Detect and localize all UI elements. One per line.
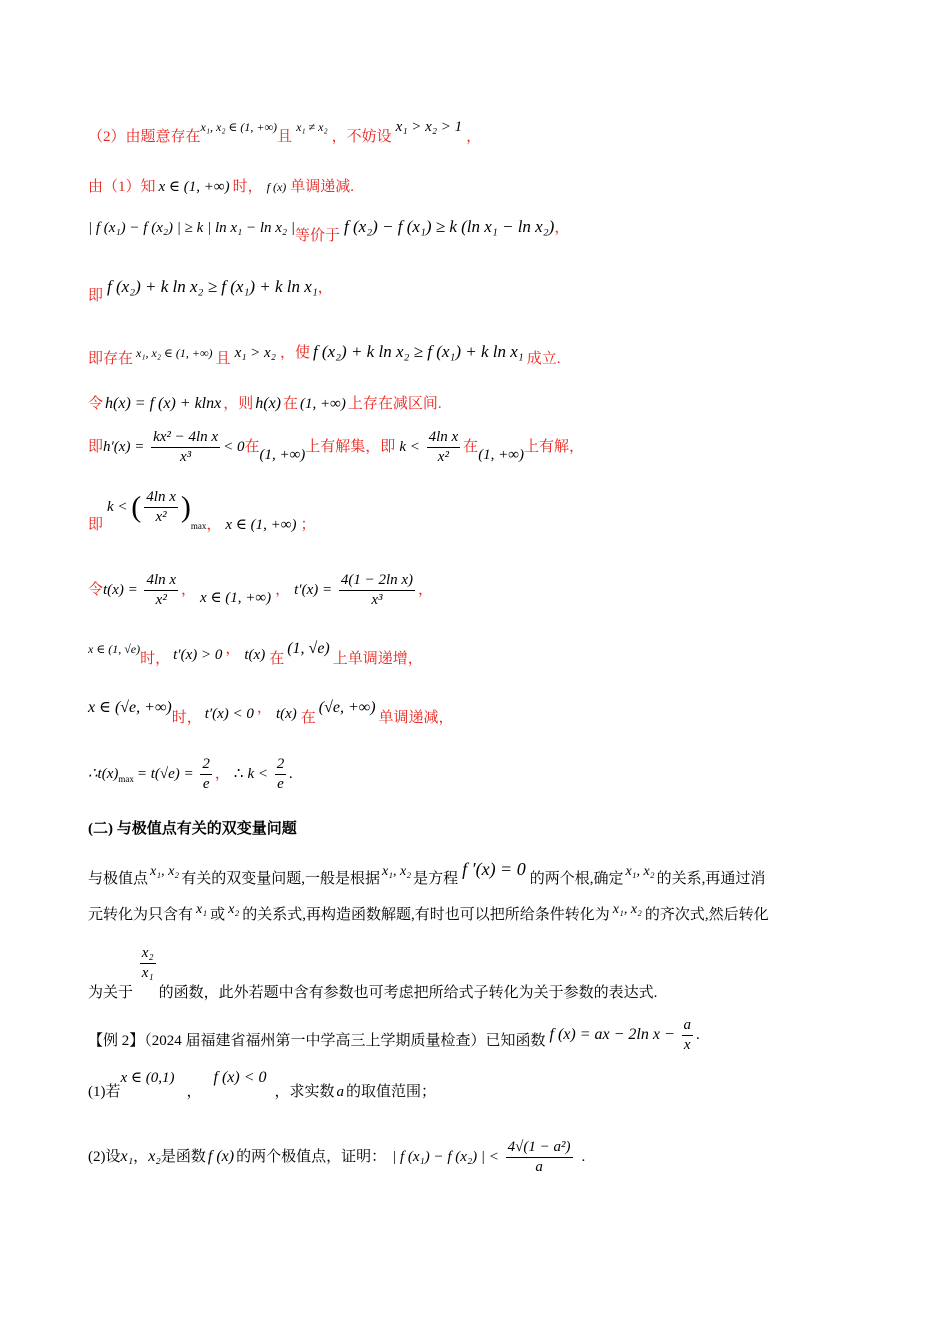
fraction: $\frac{\text{4√(1 − a²)}}{a}$ bbox=[507, 1139, 571, 1175]
fraction: $\frac{\text{kx² − 4ln x}}{\text{x³}}$ bbox=[153, 429, 219, 465]
solution-line-11: x ∈ (√e, +∞)时， t′(x) < 0 ， t(x) 在(√e, +∞)单调递减， bbox=[88, 699, 454, 726]
section-heading: (二) 与极值点有关的双变量问题 bbox=[88, 821, 297, 837]
solution-line-1: （2）由题意存在$^{x_1, x_2 \in (1, +\infty)}$且$^{x_1 \ne x_2}$，不妨设x₁ > x₂ > 1， bbox=[88, 119, 482, 145]
example-heading: 【例 2】（2024 届福建省福州第一中学高三上学期质量检查）已知函数 f (x) = ax − 2ln x − $\frac{a}{x}$ . bbox=[88, 1017, 700, 1053]
solution-line-9: 令t(x) = $\frac{\text{4ln x}}{\text{x²}}$ ， x ∈ (1, +∞) ， t′(x) = $\frac{\text{4(1 − 2ln x)}}{\text{x³}}$ ， bbox=[88, 572, 434, 608]
fraction: $\frac{a}{x}$ bbox=[683, 1017, 692, 1053]
solution-line-4: 即 f (x₂) + k ln x₂ ≥ f (x₁) + k ln x₁， bbox=[88, 277, 333, 304]
question-1: (1)若x ∈ (0,1)，f (x) < 0，求实数 a 的取值范围； bbox=[88, 1069, 437, 1100]
fraction: $\frac{\text{x₂}}{\text{x₁}}$ bbox=[141, 945, 154, 981]
solution-line-2: 由（1）知 x ∈ (1, +∞) 时， f (x) 单调递减. bbox=[88, 179, 355, 195]
fraction: $\frac{\text{4ln x}}{\text{x²}}$ bbox=[146, 572, 177, 608]
fraction: $\frac{\text{4ln x}}{\text{x²}}$ bbox=[146, 489, 176, 525]
solution-line-12: $\therefore t(x)_{max} = t(√e)$ = $\frac{2}{e}$ ， ∴ k < $\frac{2}{e}$ . bbox=[88, 756, 293, 792]
question-2: (2)设x₁，x₂是函数 f (x) 的两个极值点，证明： | f (x₁) − f (x₂) | < $\frac{\text{4√(1 − a²)}}{a}$ . bbox=[88, 1139, 586, 1175]
solution-line-3: | f (x₁) − f (x₂) | ≥ k | ln x₁ − ln x₂ |等价于 f (x₂) − f (x₁) ≥ k (ln x₁ − ln x₂)， bbox=[88, 217, 570, 244]
fraction: $\frac{2}{e}$ bbox=[202, 756, 210, 792]
solution-line-5: 即存在 x₁, x₂ ∈ (1, +∞) 且 x₁ > x₂ ，使 f (x₂) + k ln x₂ ≥ f (x₁) + k ln x₁ 成立. bbox=[88, 342, 561, 367]
fraction: $\frac{2}{e}$ bbox=[276, 756, 285, 792]
paragraph-line-1: 与极值点 x₁, x₂ 有关的双变量问题,一般是根据 x₁, x₂ 是方程 f ′(x) = 0 的两个根,确定 x₁, x₂ 的关系,再通过消 bbox=[88, 859, 766, 887]
solution-line-6: 令 h(x) = f (x) + klnx ，则 h(x) 在 (1, +∞) 上存在减区间. bbox=[88, 395, 442, 412]
solution-line-10: x ∈ (1, √e)时， t′(x) > 0 ， t(x) 在(1, √e)上单调递增， bbox=[88, 640, 423, 667]
paragraph-line-2: 元转化为只含有 x₁ 或 x₂ 的关系式,再构造函数解题,有时也可以把所给条件转化为 x₁, x₂ 的齐次式,然后转化 bbox=[88, 902, 769, 923]
solution-line-7: 即h′(x) = $\frac{\text{kx² − 4ln x}}{\text{x³}}$ < 0在(1, +∞)上有解集，即 k < $\frac{\text{4ln x}}{\text{x²}}$ 在(1, +∞)上有解， bbox=[88, 429, 585, 465]
solution-line-8: 即k < ( $\frac{\text{4ln x}}{\text{x²}}$ )$_{max}$， x ∈ (1, +∞) ； bbox=[88, 489, 316, 533]
fraction: $\frac{\text{4(1 − 2ln x)}}{\text{x³}}$ bbox=[340, 572, 414, 608]
paragraph-line-3: 为关于 $\frac{\text{x₂}}{\text{x₁}}$ 的函数，此外若题中含有参数也可考虑把所给式子转化为关于参数的表达式. bbox=[88, 945, 658, 1001]
fraction: $\frac{\text{4ln x}}{\text{x²}}$ bbox=[428, 429, 459, 465]
